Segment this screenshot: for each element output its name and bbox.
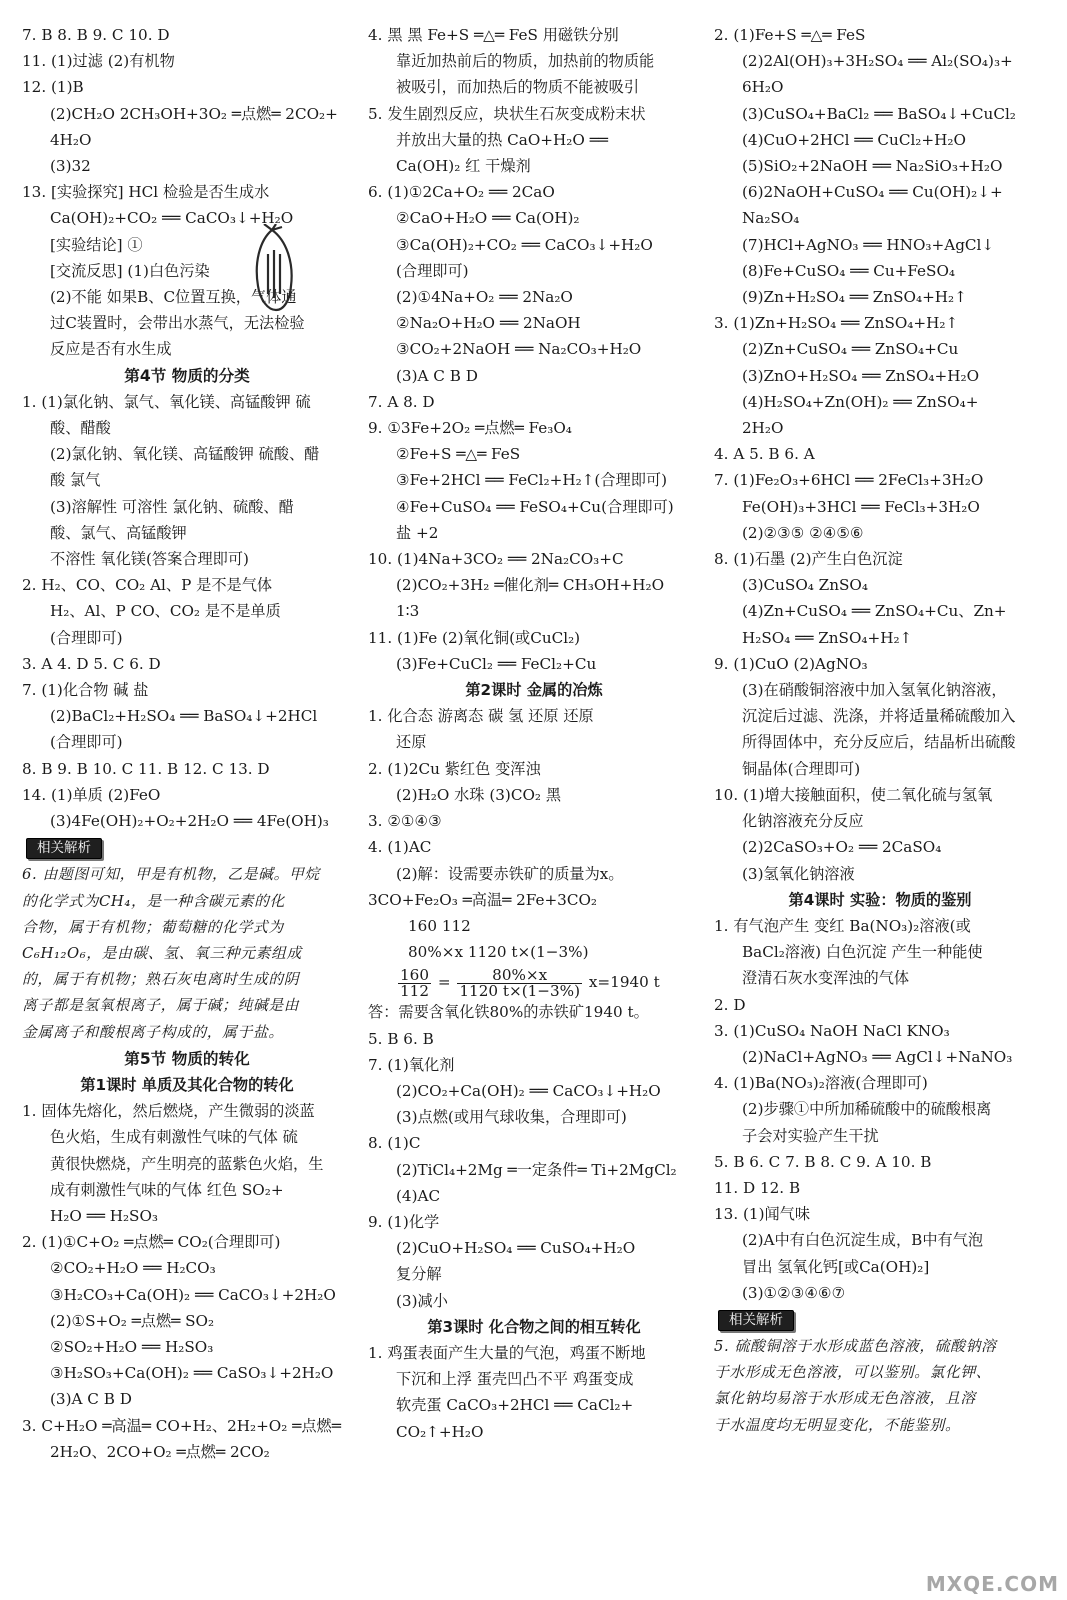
answer-line-continued: ③CO₂+2NaOH ══ Na₂CO₃+H₂O (396, 340, 642, 359)
answer-line-continued: ②Na₂O+H₂O ══ 2NaOH (396, 314, 581, 333)
answer-line-continued: (3)CuSO₄ ZnSO₄ (742, 576, 868, 595)
answer-column-middle (368, 22, 700, 1445)
answer-line-continued: 黄很快燃烧，产生明亮的蓝紫色火焰，生 (50, 1154, 324, 1173)
answer-line: 12. (1)B (22, 78, 84, 97)
answer-line-continued: (合理即可) (50, 628, 123, 647)
answer-line-continued: (9)Zn+H₂SO₄ ══ ZnSO₄+H₂↑ (742, 288, 967, 307)
answer-line-continued: (2)①4Na+O₂ ══ 2Na₂O (396, 288, 573, 307)
answer-line-continued: 铜晶体(合理即可) (742, 759, 861, 778)
fraction (398, 965, 431, 1000)
answer-line-continued: (5)SiO₂+2NaOH ══ Na₂SiO₃+H₂O (742, 157, 1003, 176)
answer-line-continued: BaCl₂溶液) 白色沉淀 产生一种能使 (742, 943, 983, 962)
calc-line: 80%×x 1120 t×(1−3%) (408, 943, 589, 962)
answer-line: 2. (1)①C+O₂ ═点燃═ CO₂(合理即可) (22, 1233, 281, 1252)
fraction (457, 965, 582, 1000)
answer-line-continued: (6)2NaOH+CuSO₄ ══ Cu(OH)₂↓+ (742, 183, 1003, 202)
answer-line-continued: (3)Fe+CuCl₂ ══ FeCl₂+Cu (396, 654, 597, 673)
answer-line-continued: ②CaO+H₂O ══ Ca(OH)₂ (396, 209, 580, 228)
answer-line: 4. (1)AC (368, 838, 432, 857)
answer-line-continued: (2)解：设需要赤铁矿的质量为x。 (396, 864, 624, 883)
answer-line: 7. (1)化合物 碱 盐 (22, 681, 149, 700)
answer-line-continued: 并放出大量的热 CaO+H₂O ══ (396, 130, 608, 149)
answer-line: 3CO+Fe₂O₃ ═高温═ 2Fe+3CO₂ (368, 890, 598, 909)
answer-line-continued: (3)32 (50, 157, 91, 176)
analysis-text: 离子都是氢氧根离子，属于碱；纯碱是由 (22, 997, 300, 1015)
lesson-heading: 第4课时 实验：物质的鉴别 (788, 890, 972, 909)
answer-line: 2. (1)Fe+S ═△═ FeS (714, 26, 866, 44)
answer-line: 3. ②①④③ (368, 812, 442, 831)
analysis-text: 5. 硫酸铜溶于水形成蓝色溶液，硫酸钠溶 (714, 1337, 997, 1355)
answer-line-continued: Na₂SO₄ (742, 209, 800, 228)
answer-line-continued: (3)①②③④⑥⑦ (742, 1283, 846, 1302)
answer-line: 1. 鸡蛋表面产生大量的气泡，鸡蛋不断地 (368, 1343, 646, 1362)
answer-line: 2. D (714, 995, 746, 1014)
fraction-numerator: 80%×x (457, 968, 582, 984)
answer-line-continued: 色火焰，生成有刺激性气味的气体 硫 (50, 1128, 298, 1147)
answer-line: 13. [实验探究] HCl 检验是否生成水 (22, 183, 270, 202)
answer-line: 5. 发生剧烈反应，块状生石灰变成粉末状 (368, 104, 646, 123)
lesson-heading: 第1课时 单质及其化合物的转化 (80, 1075, 294, 1094)
answer-line-continued: 成有刺激性气味的气体 红色 SO₂+ (50, 1180, 284, 1199)
answer-line: 8. B 9. B 10. C 11. B 12. C 13. D (22, 759, 270, 778)
answer-line: 2. H₂、CO、CO₂ Al、P 是不是气体 (22, 576, 273, 595)
answer-line-continued: (8)Fe+CuSO₄ ══ Cu+FeSO₄ (742, 261, 955, 280)
answer-line-continued: 4H₂O (50, 130, 92, 149)
answer-line-continued: CO₂↑+H₂O (396, 1422, 484, 1441)
lesson-heading: 第2课时 金属的冶炼 (465, 681, 603, 700)
answer-line-continued: ④Fe+CuSO₄ ══ FeSO₄+Cu(合理即可) (396, 497, 674, 516)
answer-line: 1. 化合态 游离态 碳 氢 还原 还原 (368, 707, 594, 726)
answer-line-continued: 靠近加热前后的物质，加热前的物质能 (396, 52, 655, 71)
answer-line-continued: H₂O ══ H₂SO₃ (50, 1206, 159, 1225)
answer-line-continued: H₂、Al、P CO、CO₂ 是不是单质 (50, 602, 281, 621)
answer-line-continued: 不溶性 氧化镁(答案合理即可) (50, 550, 249, 569)
answer-line-continued: (4)H₂SO₄+Zn(OH)₂ ══ ZnSO₄+ (742, 392, 979, 411)
answer-line-continued: (2)CH₂O 2CH₃OH+3O₂ ═点燃═ 2CO₂+ (50, 104, 338, 123)
answer-line-continued: 2H₂O、2CO+O₂ ═点燃═ 2CO₂ (50, 1442, 270, 1461)
answer-line-continued: H₂SO₄ ══ ZnSO₄+H₂↑ (742, 628, 913, 647)
calc-line: 160 112 (408, 916, 471, 935)
answer-line: 7. (1)氧化剂 (368, 1055, 455, 1074)
fraction-result: x=1940 t (588, 973, 660, 992)
fraction-equation: $\frac{160}{112}$ = $\frac{80\%\times x}{1120 t\times(1-3\%)}$ x=1940 t (400, 965, 660, 1000)
section-heading: 第4节 物质的分类 (124, 366, 250, 385)
answer-line-continued: ②Fe+S ═△═ FeS (396, 445, 521, 464)
answer-line: 1. 有气泡产生 变红 Ba(NO₃)₂溶液(或 (714, 916, 971, 935)
answer-line: 11. (1)过滤 (2)有机物 (22, 52, 175, 71)
answer-line-continued: 1∶3 (396, 602, 420, 621)
answer-line-continued: (2)②③⑤ ②④⑤⑥ (742, 523, 864, 542)
answer-line: 9. ①3Fe+2O₂ ═点燃═ Fe₃O₄ (368, 419, 572, 438)
answer-line: 9. (1)CuO (2)AgNO₃ (714, 654, 868, 673)
answer-line-continued: (合理即可) (396, 261, 469, 280)
answer-line-continued: 酸、氯气、高锰酸钾 (50, 523, 187, 542)
answer-line-continued: (4)Zn+CuSO₄ ══ ZnSO₄+Cu、Zn+ (742, 602, 1007, 621)
answer-line: 9. (1)化学 (368, 1212, 440, 1231)
answer-line: 3. C+H₂O ═高温═ CO+H₂、2H₂+O₂ ═点燃═ (22, 1416, 341, 1435)
section-label-wrap (22, 834, 352, 862)
answer-line-continued: 澄清石灰水变浑浊的气体 (742, 969, 910, 988)
analysis-text: 氯化钠均易溶于水形成无色溶液，且溶 (714, 1390, 976, 1408)
answer-line-continued: (3)氢氧化钠溶液 (742, 864, 855, 883)
answer-line-continued: (3)在硝酸铜溶液中加入氢氧化钠溶液， (742, 681, 1007, 700)
answer-line-continued: 软壳蛋 CaCO₃+2HCl ══ CaCl₂+ (396, 1396, 634, 1415)
answer-line-continued: Fe(OH)₃+3HCl ══ FeCl₃+3H₂O (742, 497, 980, 516)
answer-line-continued: (2)A中有白色沉淀生成，B中有气泡 (742, 1231, 984, 1250)
answer-line: 2. (1)2Cu 紫红色 变浑浊 (368, 759, 541, 778)
answer-line-continued: 还原 (396, 733, 427, 752)
analysis-text: 金属离子和酸根离子构成的，属于盐。 (22, 1023, 284, 1041)
section-heading: 第5节 物质的转化 (124, 1049, 250, 1068)
answer-line: 10. (1)增大接触面积，使二氧化硫与氢氧 (714, 785, 993, 804)
answer-line-continued: 所得固体中，充分反应后，结晶析出硫酸 (742, 733, 1016, 752)
analysis-text: 于水形成无色溶液，可以鉴别。氯化钾、 (714, 1364, 992, 1382)
answer-line: 4. 黑 黑 Fe+S ═△═ FeS 用磁铁分别 (368, 26, 619, 44)
answer-line-continued: (3)CuSO₄+BaCl₂ ══ BaSO₄↓+CuCl₂ (742, 104, 1016, 123)
answer-line-continued: (3)A C B D (50, 1390, 132, 1409)
answer-line-continued: (2)2CaSO₃+O₂ ══ 2CaSO₄ (742, 838, 942, 857)
answer-line-continued: 化钠溶液充分反应 (742, 812, 864, 831)
answer-line-continued: 酸、醋酸 (50, 419, 111, 438)
answer-line-continued: (2)Zn+CuSO₄ ══ ZnSO₄+Cu (742, 340, 959, 359)
answer-line: 8. (1)C (368, 1134, 421, 1153)
answer-column-right (714, 22, 1046, 1439)
answer-line-continued: ②SO₂+H₂O ══ H₂SO₃ (50, 1337, 214, 1356)
answer-line: 10. (1)4Na+3CO₂ ══ 2Na₂CO₃+C (368, 550, 624, 569)
answer-line: 8. (1)石墨 (2)产生白色沉淀 (714, 550, 903, 569)
answer-line-continued: ③Fe+2HCl ══ FeCl₂+H₂↑(合理即可) (396, 471, 668, 490)
analysis-text: 于水温度均无明显变化，不能鉴别。 (714, 1416, 961, 1434)
answer-line-continued: 复分解 (396, 1265, 442, 1284)
answer-line: 6. (1)①2Ca+O₂ ══ 2CaO (368, 183, 555, 202)
answer-line-continued: 6H₂O (742, 78, 784, 97)
answer-line-continued: 反应是否有水生成 (50, 340, 172, 359)
answer-line-continued: 2H₂O (742, 419, 784, 438)
answer-line-continued: (3)A C B D (396, 366, 478, 385)
answer-line-continued: (2)氯化钠、氧化镁、高锰酸钾 硫酸、醋 (50, 445, 320, 464)
answer-line: 5. B 6. C 7. B 8. C 9. A 10. B (714, 1152, 932, 1171)
analysis-label: 相关解析 (718, 1310, 794, 1331)
answer-line-continued: ③Ca(OH)₂+CO₂ ══ CaCO₃↓+H₂O (396, 235, 653, 254)
site-watermark: MXQE.COM (925, 1572, 1059, 1596)
answer-line-continued: ③H₂CO₃+Ca(OH)₂ ══ CaCO₃↓+2H₂O (50, 1285, 336, 1304)
answer-line-continued: (2)CuO+H₂SO₄ ══ CuSO₄+H₂O (396, 1239, 636, 1258)
answer-line-continued: (3)减小 (396, 1291, 448, 1310)
answer-line-continued: (合理即可) (50, 733, 123, 752)
analysis-text: 合物，属于有机物；葡萄糖的化学式为 (22, 918, 284, 936)
carrot-stamp-icon (242, 224, 306, 316)
analysis-text: 6. 由题图可知，甲是有机物，乙是碱。甲烷 (22, 866, 320, 884)
answer-line: 1. 固体先熔化，然后燃烧，产生微弱的淡蓝 (22, 1102, 315, 1121)
fraction-denominator: 1120 t×(1−3%) (459, 981, 581, 1000)
answer-line-continued: 子会对实验产生干扰 (742, 1126, 879, 1145)
answer-line-continued: (2)不能 如果B、C位置互换，气体通 (50, 288, 297, 307)
lesson-heading: 第3课时 化合物之间的相互转化 (427, 1317, 641, 1336)
answer-line-continued: (2)①S+O₂ ═点燃═ SO₂ (50, 1311, 215, 1330)
answer-line: 4. A 5. B 6. A (714, 445, 815, 464)
answer-line-continued: [实验结论] ① (50, 235, 143, 254)
analysis-text: C₆H₁₂O₆，是由碳、氢、氧三种元素组成 (22, 944, 302, 962)
answer-line: 7. (1)Fe₂O₃+6HCl ══ 2FeCl₃+3H₂O (714, 471, 984, 490)
answer-line-continued: [交流反思] (1)白色污染 (50, 261, 210, 280)
answer-line-continued: ③H₂SO₃+Ca(OH)₂ ══ CaSO₃↓+2H₂O (50, 1364, 334, 1383)
answer-line-continued: (2)H₂O 水珠 (3)CO₂ 黑 (396, 785, 562, 804)
answer-line-continued: 过C装置时，会带出水蒸气，无法检验 (50, 314, 305, 333)
answer-line: 7. A 8. D (368, 392, 435, 411)
answer-line-continued: 被吸引，而加热后的物质不能被吸引 (396, 78, 639, 97)
answer-line-continued: 盐 +2 (396, 523, 439, 542)
answer-line: 答：需要含氧化铁80%的赤铁矿1940 t。 (368, 1003, 649, 1022)
answer-line-continued: 沉淀后过滤、洗涤，并将适量稀硫酸加入 (742, 707, 1016, 726)
answer-line-continued: (4)AC (396, 1186, 441, 1205)
answer-line: 4. (1)Ba(NO₃)₂溶液(合理即可) (714, 1074, 928, 1093)
answer-line-continued: (2)TiCl₄+2Mg ═一定条件═ Ti+2MgCl₂ (396, 1160, 677, 1179)
answer-line-continued: (4)CuO+2HCl ══ CuCl₂+H₂O (742, 130, 966, 149)
analysis-text: 的，属于有机物；熟石灰电离时生成的阴 (22, 971, 300, 989)
section-label-wrap (714, 1306, 1046, 1334)
answer-line: 1. (1)氯化钠、氯气、氧化镁、高锰酸钾 硫 (22, 392, 311, 411)
fraction-numerator: 160 (400, 965, 429, 984)
answer-line: 14. (1)单质 (2)FeO (22, 785, 161, 804)
answer-line-continued: 酸 氯气 (50, 471, 101, 490)
answer-line-continued: (2)CO₂+Ca(OH)₂ ══ CaCO₃↓+H₂O (396, 1081, 661, 1100)
answer-line-continued: 冒出 氢氧化钙[或Ca(OH)₂] (742, 1257, 930, 1276)
answer-line-continued: 下沉和上浮 蛋壳凹凸不平 鸡蛋变成 (396, 1370, 634, 1389)
answer-line: 3. (1)Zn+H₂SO₄ ══ ZnSO₄+H₂↑ (714, 314, 959, 333)
answer-line-continued: (3)4Fe(OH)₂+O₂+2H₂O ══ 4Fe(OH)₃ (50, 812, 329, 831)
answer-line: 11. (1)Fe (2)氧化铜(或CuCl₂) (368, 628, 581, 647)
answer-line-continued: (2)步骤①中所加稀硫酸中的硫酸根离 (742, 1100, 992, 1119)
answer-line-continued: (2)2Al(OH)₃+3H₂SO₄ ══ Al₂(SO₄)₃+ (742, 52, 1013, 71)
answer-line: 3. A 4. D 5. C 6. D (22, 654, 161, 673)
answer-line: 13. (1)闻气味 (714, 1205, 811, 1224)
answer-line-continued: Ca(OH)₂+CO₂ ══ CaCO₃↓+H₂O (50, 209, 294, 228)
answer-line-continued: (3)溶解性 可溶性 氯化钠、硫酸、醋 (50, 497, 294, 516)
answer-line-continued: (2)CO₂+3H₂ ═催化剂═ CH₃OH+H₂O (396, 576, 665, 595)
answer-line-continued: (7)HCl+AgNO₃ ══ HNO₃+AgCl↓ (742, 235, 995, 254)
answer-line-continued: ②CO₂+H₂O ══ H₂CO₃ (50, 1259, 216, 1278)
answer-line-continued: (3)ZnO+H₂SO₄ ══ ZnSO₄+H₂O (742, 366, 980, 385)
answer-line: 11. D 12. B (714, 1178, 801, 1197)
answer-line: 3. (1)CuSO₄ NaOH NaCl KNO₃ (714, 1021, 950, 1040)
answer-line-continued: (3)点燃(或用气球收集，合理即可) (396, 1108, 627, 1127)
fraction-denominator: 112 (400, 981, 429, 1000)
answer-line-continued: Ca(OH)₂ 红 干燥剂 (396, 157, 531, 176)
answer-line: 7. B 8. B 9. C 10. D (22, 26, 170, 44)
analysis-text: 的化学式为CH₄，是一种含碳元素的化 (22, 892, 285, 910)
analysis-label: 相关解析 (26, 838, 102, 859)
answer-line: 5. B 6. B (368, 1029, 434, 1048)
answer-line-continued: (2)NaCl+AgNO₃ ══ AgCl↓+NaNO₃ (742, 1047, 1013, 1066)
answer-line-continued: (2)BaCl₂+H₂SO₄ ══ BaSO₄↓+2HCl (50, 707, 318, 726)
